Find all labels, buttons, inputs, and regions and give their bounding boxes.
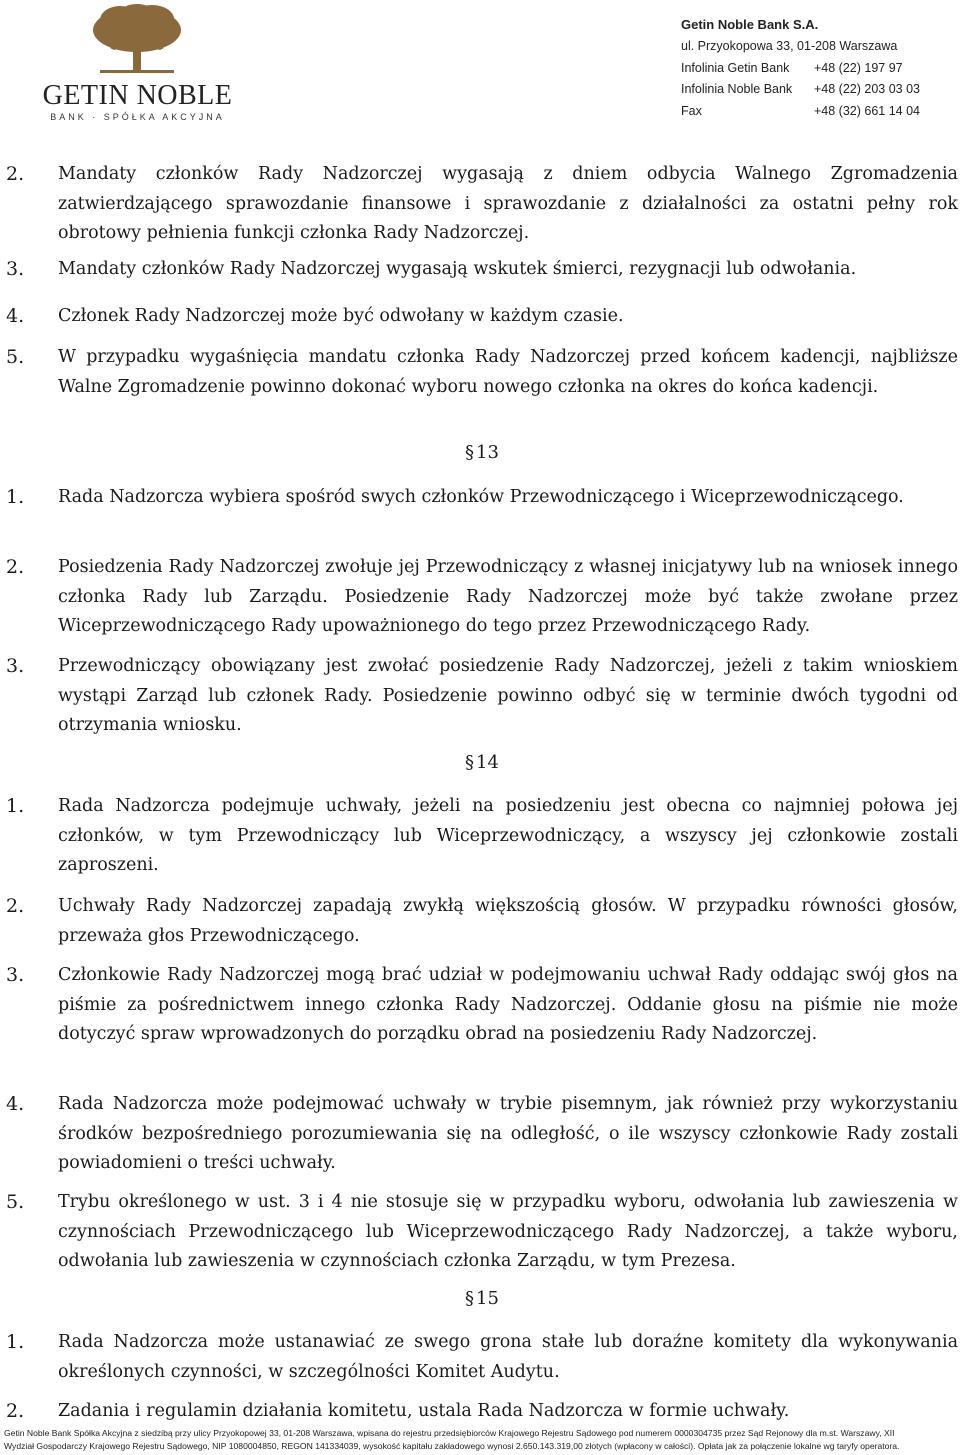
list-item [6,1188,958,1277]
section-sign: § [465,752,475,773]
bank-logo [40,4,240,122]
item-number: 2. [6,895,25,917]
item-number: 4. [6,305,25,327]
item-number: 5. [6,346,25,368]
item-number: 2. [6,1400,25,1422]
contact-fax: +48 (32) 661 14 04 [814,103,920,118]
list-item [6,302,958,332]
list-item [6,792,958,881]
item-text: Zadania i regulamin działania komitetu, ustala Rada Nadzorcza w formie uchwały. [58,1401,790,1421]
legal-footer [4,1427,960,1453]
contact-phone: +48 (22) 203 03 03 [814,82,920,96]
list-item [6,160,958,249]
item-text: Mandaty członków Rady Nadzorczej wygasają wskutek śmierci, rezygnacji lub odwołania. [58,259,857,279]
item-number: 3. [6,258,25,280]
section-sign: § [465,442,475,463]
item-text: Rada Nadzorcza podejmuje uchwały, jeżeli na posiedzeniu jest obecna co najmniej połowa jej członków, w tym Przewodniczący lub Wiceprzewodniczący, a wszyscy jej członkowie zostali zaproszeni. [58,796,958,875]
item-number: 4. [6,1093,25,1115]
logo-wordmark: GETIN NOBLE [42,80,233,111]
item-text: Trybu określonego w ust. 3 i 4 nie stosuje się w przypadku wyboru, odwołania lub zawieszenia w czynnościach Przewodniczącego lub Wiceprzewodniczącego Rady Nadzorczej, a także wyboru, odwołania lub zawieszenia w czynnościach członka Zarządu, w tym Prezesa. [58,1192,958,1271]
contact-row-getin [681,58,951,80]
item-text: Członkowie Rady Nadzorczej mogą brać udział w podejmowaniu uchwał Rady oddając swój głos na piśmie za pośrednictwem innego członka Rady Nadzorczej. Oddanie głosu na piśmie nie może dotyczyć spraw wprowadzonych do porządku obrad na posiedzeniu Rady Nadzorczej. [58,965,958,1044]
item-text: Rada Nadzorcza może podejmować uchwały w trybie pisemnym, jak również przy wykorzystaniu środków bezpośredniego porozumiewania się na odległość, o ile wszyscy członkowie Rady zostali powiadomieni o treści uchwały. [58,1094,958,1173]
item-text: Rada Nadzorcza może ustanawiać ze swego grona stałe lub doraźne komitety dla wykonywania określonych czynności, w szczególności Komitet Audytu. [58,1332,958,1382]
contact-label: Infolinia Getin Bank [681,60,790,75]
item-text: Mandaty członków Rady Nadzorczej wygasają z dniem odbycia Walnego Zgromadzenia zatwierdzającego sprawozdanie finansowe i sprawozdanie z działalności za ostatni pełny rok obrotowy pełnienia funkcji członka Rady Nadzorczej. [58,164,958,243]
item-number: 5. [6,1191,25,1213]
section-heading: § 13 [465,442,499,463]
item-text: Przewodniczący obowiązany jest zwołać posiedzenie Rady Nadzorczej, jeżeli z takim wnioskiem wystąpi Zarząd lub członek Rady. Posiedzenie powinno odbyć się w terminie dwóch tygodni od otrzymania wniosku. [58,656,958,735]
list-item [6,255,958,285]
bank-address: ul. Przyokopowa 33, 01-208 Warszawa [681,39,898,53]
footer-line: Wydział Gospodarczy Krajowego Rejestru Sądowego, NIP 1080004850, REGON 141334039, wysokość kapitału zakładowego wynosi 2.650.143.319,00 złotych (wpłacony w całości). Opłata jak za połączenie lokalne wg taryfy operatora. [4,1441,900,1451]
item-text: Posiedzenia Rady Nadzorczej zwołuje jej Przewodniczący z własnej inicjatywy lub na wniosek innego członka Rady lub Zarządu. Posiedzenie Rady Nadzorczej może być także zwołane przez Wiceprzewodniczącego Rady upoważnionego do tego przez Przewodniczącego Rady. [58,557,958,636]
list-item [6,343,958,402]
item-number: 2. [6,163,25,185]
item-text: Uchwały Rady Nadzorczej zapadają zwykłą większością głosów. W przypadku równości głosów, przeważa głos Przewodniczącego. [58,896,958,946]
contact-row-noble [681,79,951,101]
contact-phone: +48 (22) 197 97 [814,60,903,75]
contact-label: Fax [681,103,702,118]
list-item [6,1328,958,1387]
item-number: 1. [6,486,25,508]
contact-block [681,14,951,122]
item-number: 1. [6,1331,25,1353]
list-item [6,483,958,513]
item-number: 3. [6,655,25,677]
logo-tagline: BANK · SPÓŁKA AKCYJNA [50,112,225,122]
list-item [6,961,958,1050]
section-heading: § 15 [465,1288,499,1309]
list-item [6,1397,958,1427]
section-heading: § 14 [465,752,499,773]
list-item [6,1090,958,1179]
contact-row-fax [681,101,951,123]
item-text: W przypadku wygaśnięcia mandatu członka Rady Nadzorczej przed końcem kadencji, najbliższe Walne Zgromadzenie powinno dokonać wyboru nowego członka na okres do końca kadencji. [58,347,958,397]
list-item [6,892,958,951]
footer-line: Getin Noble Bank Spółka Akcyjna z siedzibą przy ulicy Przyokopowej 33, 01-208 Warszawa, wpisana do rejestru przedsiębiorców Krajowego Rejestru Sądowego pod numerem 0000304735 przez Sąd Rejonowy dla m.st. Warszawy, XII [4,1428,895,1438]
list-item [6,652,958,741]
section-sign: § [465,1288,475,1309]
item-number: 2. [6,556,25,578]
item-text: Rada Nadzorcza wybiera spośród swych członków Przewodniczącego i Wiceprzewodniczącego. [58,487,904,507]
item-number: 1. [6,795,25,817]
contact-label: Infolinia Noble Bank [681,82,793,96]
bank-name: Getin Noble Bank S.A. [681,17,819,32]
tree-icon [90,4,185,76]
item-number: 3. [6,964,25,986]
item-text: Członek Rady Nadzorczej może być odwołany w każdym czasie. [58,306,624,326]
list-item [6,553,958,642]
